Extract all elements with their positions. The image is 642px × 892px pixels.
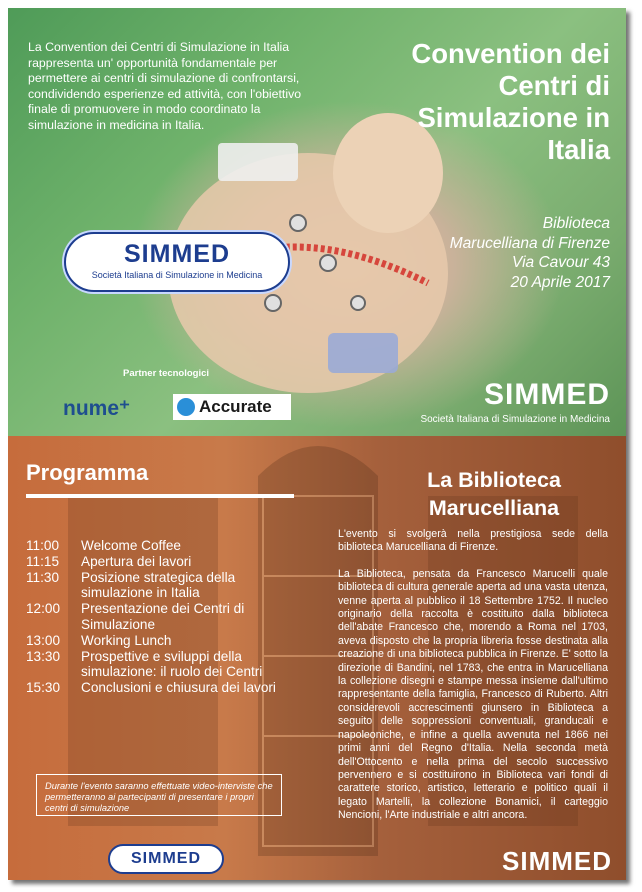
biblioteca-description — [338, 528, 608, 836]
agenda-item — [26, 538, 306, 554]
title-line: Centri di — [498, 70, 610, 101]
simmed-badge-name: SIMMED — [124, 240, 230, 268]
agenda-activity: Conclusioni e chiusura dei lavori — [81, 680, 276, 696]
simmed-logo-subtitle: Società Italiana di Simulazione in Medicina — [420, 414, 610, 425]
agenda-time: 11:30 — [26, 569, 60, 585]
simmed-badge-logo — [64, 232, 290, 292]
video-interview-note: Durante l'evento saranno effettuate video-interviste che permetteranno ai partecipanti di presentare i propri centri di simulazione — [36, 774, 282, 816]
agenda-item — [26, 554, 306, 570]
venue-line: Marucelliana di Firenze — [449, 234, 610, 252]
agenda-activity: Prospettive e sviluppi della simulazione: il ruolo dei Centri — [81, 648, 263, 680]
agenda-time: 13:00 — [26, 632, 61, 648]
event-title — [360, 38, 610, 166]
top-panel — [8, 8, 626, 436]
agenda-item — [26, 680, 306, 696]
agenda-time: 11:15 — [26, 553, 60, 569]
event-venue — [350, 214, 610, 292]
simmed-logo-bottom: SIMMED — [502, 846, 612, 876]
agenda-time: 11:00 — [26, 538, 60, 553]
biblioteca-title — [384, 466, 604, 522]
intro-text: La Convention dei Centri di Simulazione in Italia rappresenta un' opportunità fondamentale per permettere ai centri di simulazione di confrontarsi, condividendo esperienze ed attività, con l'obiettivo finale di promuovere in modo coordinato la simulazione in medicina in Italia. — [28, 40, 302, 132]
simmed-badge-subtitle: Società Italiana di Simulazione in Medicina — [91, 270, 263, 280]
accurate-logo-text: Accurate — [199, 397, 272, 416]
nume-logo: nume⁺ — [63, 397, 131, 420]
biblioteca-paragraph: L'evento si svolgerà nella prestigiosa sede della biblioteca Marucelliana di Firenze. — [338, 528, 608, 554]
agenda-time: 15:30 — [26, 680, 61, 696]
agenda-activity: Welcome Coffee — [81, 538, 181, 553]
simmed-logo: SIMMED — [484, 378, 610, 411]
agenda-activity: Presentazione dei Centri di Simulazione — [81, 601, 245, 632]
agenda-item — [26, 633, 306, 649]
agenda-activity: Posizione strategica della simulazione in Italia — [81, 569, 236, 601]
flyer — [8, 8, 626, 880]
programma-title: Programma — [26, 460, 149, 485]
agenda-time: 13:30 — [26, 648, 61, 664]
agenda-time: 12:00 — [26, 601, 61, 617]
biblioteca-paragraph: La Biblioteca, pensata da Francesco Marucelli quale biblioteca di cultura generale aperta ad una vasta utenza, venne aperta al pubblico il 18 Settembre 1752. Il nucleo originario della raccolta è costituito dalla biblioteca dell'abate Francesco che, morendo a Roma nel 1703, aveva disposto che la propria libreria fosse destinata alla creazione di una biblioteca pubblica in Firenze. E' sotto la direzione di Bandini, nel 1783, che entra in Marucelliana la collezione disegni e stampe messa insieme dall'ultimo rappresentante della famiglia, Francesco di Ruberto. Altri considerevoli accrescimenti giunsero in Biblioteca a seguito delle soppressioni conventuali, granducali e napoleoniche, e infine a quella avvenuta nel 1866 nei primi anni del Regno d'Italia. Nella seconda metà dell'Ottocento e nella prima del secolo successivo pervennero e si costituirono in Biblioteca vari fondi di carattere storico, artistico, letterario e politico quali il legato Martelli, la collezione Bonamici, il carteggio Nencioni, l'Arte industriale e altri ancora. — [338, 567, 608, 822]
agenda-list — [26, 538, 306, 696]
agenda-item — [26, 570, 306, 602]
event-date: 20 Aprile 2017 — [510, 273, 610, 291]
accurate-logo — [173, 394, 291, 420]
agenda-item — [26, 601, 306, 633]
biblioteca-title-line: La Biblioteca — [427, 468, 561, 492]
title-line: Convention dei — [411, 38, 610, 69]
agenda-item — [26, 649, 306, 681]
partners-label: Partner tecnologici — [123, 368, 210, 379]
agenda-activity: Working Lunch — [81, 632, 172, 648]
bottom-panel — [8, 436, 626, 880]
simmed-small-badge: SIMMED — [108, 844, 224, 874]
venue-line: Via Cavour 43 — [512, 254, 610, 271]
accurate-icon — [177, 398, 195, 416]
title-line: Italia — [547, 134, 610, 165]
agenda-activity: Apertura dei lavori — [81, 553, 192, 569]
venue-line: Biblioteca — [542, 215, 610, 232]
title-line: Simulazione in — [417, 102, 610, 133]
programma-underline — [26, 494, 294, 498]
biblioteca-title-line: Marucelliana — [428, 496, 560, 520]
